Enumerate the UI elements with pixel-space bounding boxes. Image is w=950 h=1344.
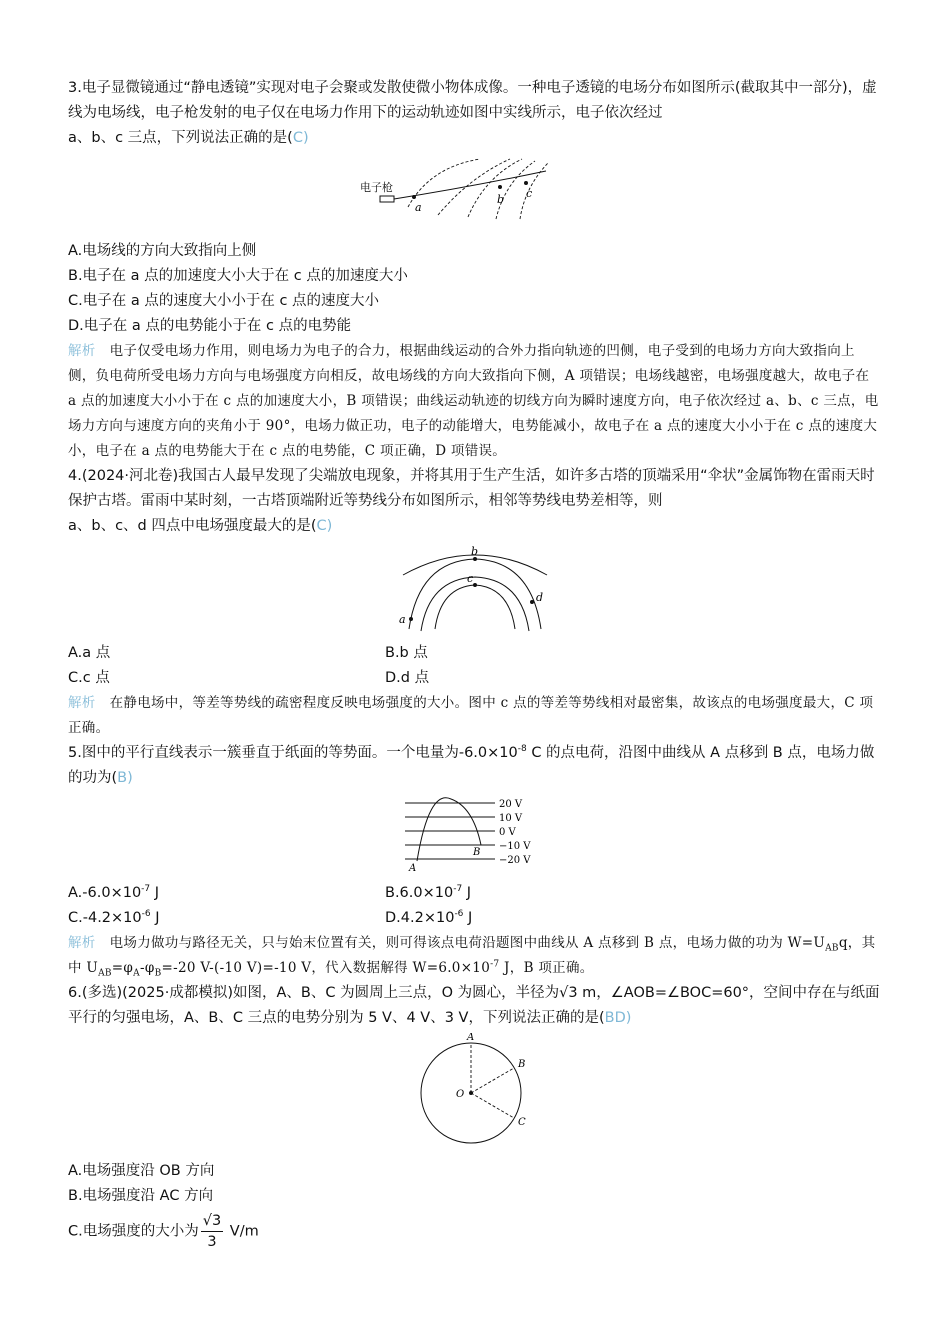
q3-analysis: 解析 电子仅受电场力作用，则电场力为电子的合力，根据曲线运动的合外力指向轨迹的凹侧，电子受到的电场力方向大致指向上侧，负电荷所受电场力方向与电场强度方向相反，故电场线的方向大致指向下侧，A 项错误；电场线越密，电场强度越大，故电子在 a 点的加速度大小小于在 c 点的加速度大小，B 项错误；曲线运动轨迹的切线方向为瞬时速度方向，电子依次经过 a、b、c 三点，电场力方向与速度方向的夹角小于 90°，电场力做正功，电子的动能增大，电势能减小，故电子在 a 点的速度大小小于在 c 点的速度大小，电子在 a 点的电势能大于在 c 点的电势能，C 项正确，D 项错误。 bbox=[68, 343, 879, 459]
svg-text:b: b bbox=[471, 545, 479, 558]
q4-option-c: C.c 点 bbox=[68, 670, 110, 686]
q3-trajectory bbox=[394, 171, 546, 199]
q5-options-row-1 bbox=[68, 881, 882, 906]
q6-radius-ob bbox=[471, 1068, 514, 1093]
q5-option-a: $A.-6.0\times 10^{-7}$ J bbox=[68, 884, 160, 901]
q4-figure bbox=[395, 543, 555, 633]
svg-text:O: O bbox=[456, 1089, 465, 1100]
q4-option-a: A.a 点 bbox=[68, 645, 111, 661]
q5-options-row-2 bbox=[68, 906, 882, 931]
q4-point-d bbox=[530, 600, 534, 604]
q4-options-row-1 bbox=[68, 641, 882, 666]
q6-radius: √3 bbox=[559, 985, 578, 1001]
svg-text:b: b bbox=[497, 193, 505, 206]
q6-fraction: $\frac{√3}{3}$ bbox=[202, 1213, 222, 1250]
q4-equipotential-4 bbox=[435, 585, 515, 629]
svg-text:A: A bbox=[467, 1033, 475, 1043]
q3-electron-gun-icon bbox=[380, 196, 394, 202]
q6-option-b: B.电场强度沿 AC 方向 bbox=[68, 1188, 214, 1204]
q6-point-o bbox=[469, 1091, 473, 1095]
svg-text:a: a bbox=[415, 201, 422, 214]
q4-analysis: 解析 在静电场中，等差等势线的疏密程度反映电场强度的大小。图中 c 点的等差等势线相对最密集，故该点的电场强度最大，C 项正确。 bbox=[68, 695, 874, 736]
q4-point-c bbox=[473, 583, 477, 587]
q3-point-b bbox=[498, 185, 502, 189]
q6-option-a: A.电场强度沿 OB 方向 bbox=[68, 1163, 215, 1179]
svg-text:d: d bbox=[536, 591, 544, 604]
q6-option-c: C.电场强度的大小为 $\frac{√3}{3}$ V/m bbox=[68, 1213, 259, 1250]
q4-option-d: D.d 点 bbox=[385, 670, 430, 686]
q5-figure bbox=[405, 795, 545, 873]
q5-analysis: 解析 电场力做功与路径无关，只与始末位置有关，则可得该点电荷沿题图中曲线从 A 点移到 B 点，电场力做的功为 $W=U_{AB}q$，其中 $U_{AB}=\varphi_A-\varphi_B=-20$ V-(-10 V)=-10 V，代入数据解得 $W=6.0\times 10^{-7}$ J，B 项正确。 bbox=[68, 935, 876, 979]
svg-text:20 V: 20 V bbox=[499, 799, 523, 810]
q3-gun-label: 电子枪 bbox=[360, 181, 393, 194]
q5-option-c: $C.-4.2\times 10^{-6}$ J bbox=[68, 909, 160, 926]
q6-figure bbox=[415, 1033, 535, 1151]
svg-text:a: a bbox=[399, 613, 406, 626]
svg-text:B: B bbox=[518, 1059, 526, 1070]
q3-figure bbox=[360, 157, 590, 227]
q3-option-a: A.电场线的方向大致指向上侧 bbox=[68, 243, 257, 259]
svg-text:10 V: 10 V bbox=[499, 813, 523, 824]
svg-text:−10 V: −10 V bbox=[499, 841, 531, 852]
q3-field-line-3 bbox=[468, 159, 522, 217]
q6-stem: 6.(多选)(2025·成都模拟)如图，A、B、C 为圆周上三点，O 为圆心，半径为√3 m，∠AOB=∠BOC=60°，空间中存在与纸面平行的匀强电场，A、B、C 三点的电势分别为 5 V、4 V、3 V，下列说法正确的是(BD) bbox=[68, 985, 880, 1026]
svg-text:0 V: 0 V bbox=[499, 827, 516, 838]
q4-equipotential-2 bbox=[409, 559, 544, 629]
q4-answer: C bbox=[316, 518, 327, 534]
svg-text:c: c bbox=[526, 187, 533, 200]
q3-answer: C bbox=[292, 130, 303, 146]
q5-stem: 5.图中的平行直线表示一簇垂直于纸面的等势面。一个电量为$-6.0\times 10^{-8}$ C 的点电荷，沿图中曲线从 A 点移到 B 点，电场力做的功为(B) bbox=[68, 744, 875, 786]
q4-point-a bbox=[409, 617, 413, 621]
q5-answer: B bbox=[117, 770, 128, 786]
q3-field-line-1 bbox=[408, 159, 480, 207]
q3-option-d: D.电子在 a 点的电势能小于在 c 点的电势能 bbox=[68, 318, 352, 334]
svg-text:c: c bbox=[467, 572, 474, 585]
svg-text:C: C bbox=[518, 1117, 526, 1128]
svg-text:A: A bbox=[409, 863, 417, 873]
q5-path-curve bbox=[417, 798, 481, 861]
q3-option-b: B.电子在 a 点的加速度大小大于在 c 点的加速度大小 bbox=[68, 268, 408, 284]
q3-stem: 3.电子显微镜通过“静电透镜”实现对电子会聚或发散使微小物体成像。一种电子透镜的电场分布如图所示(截取其中一部分)，虚线为电场线，电子枪发射的电子仅在电场力作用下的运动轨迹如图中实线所示，电子依次经过 a、b、c 三点，下列说法正确的是(C) bbox=[68, 80, 877, 146]
svg-text:B: B bbox=[473, 847, 481, 858]
q5-option-d: $D.4.2\times 10^{-6}$ J bbox=[385, 909, 473, 926]
q6-radius-oc bbox=[471, 1093, 514, 1118]
q4-option-b: B.b 点 bbox=[385, 645, 428, 661]
q4-stem: 4.(2024·河北卷)我国古人最早发现了尖端放电现象，并将其用于生产生活，如许多古塔的顶端采用“伞状”金属饰物在雷雨天时保护古塔。雷雨中某时刻，一古塔顶端附近等势线分布如图所示，相邻等势线电势差相等，则 a、b、c、d 四点中电场强度最大的是(C) bbox=[68, 468, 875, 534]
q4-options-row-2 bbox=[68, 666, 882, 691]
svg-text:−20 V: −20 V bbox=[499, 855, 531, 866]
q6-answer: BD bbox=[604, 1010, 626, 1026]
q3-option-c: C.电子在 a 点的速度大小小于在 c 点的速度大小 bbox=[68, 293, 380, 309]
q5-option-b: $B.6.0\times 10^{-7}$ J bbox=[385, 884, 472, 901]
document-page bbox=[68, 76, 882, 1252]
q3-point-c bbox=[524, 181, 528, 185]
q3-point-a bbox=[412, 195, 416, 199]
